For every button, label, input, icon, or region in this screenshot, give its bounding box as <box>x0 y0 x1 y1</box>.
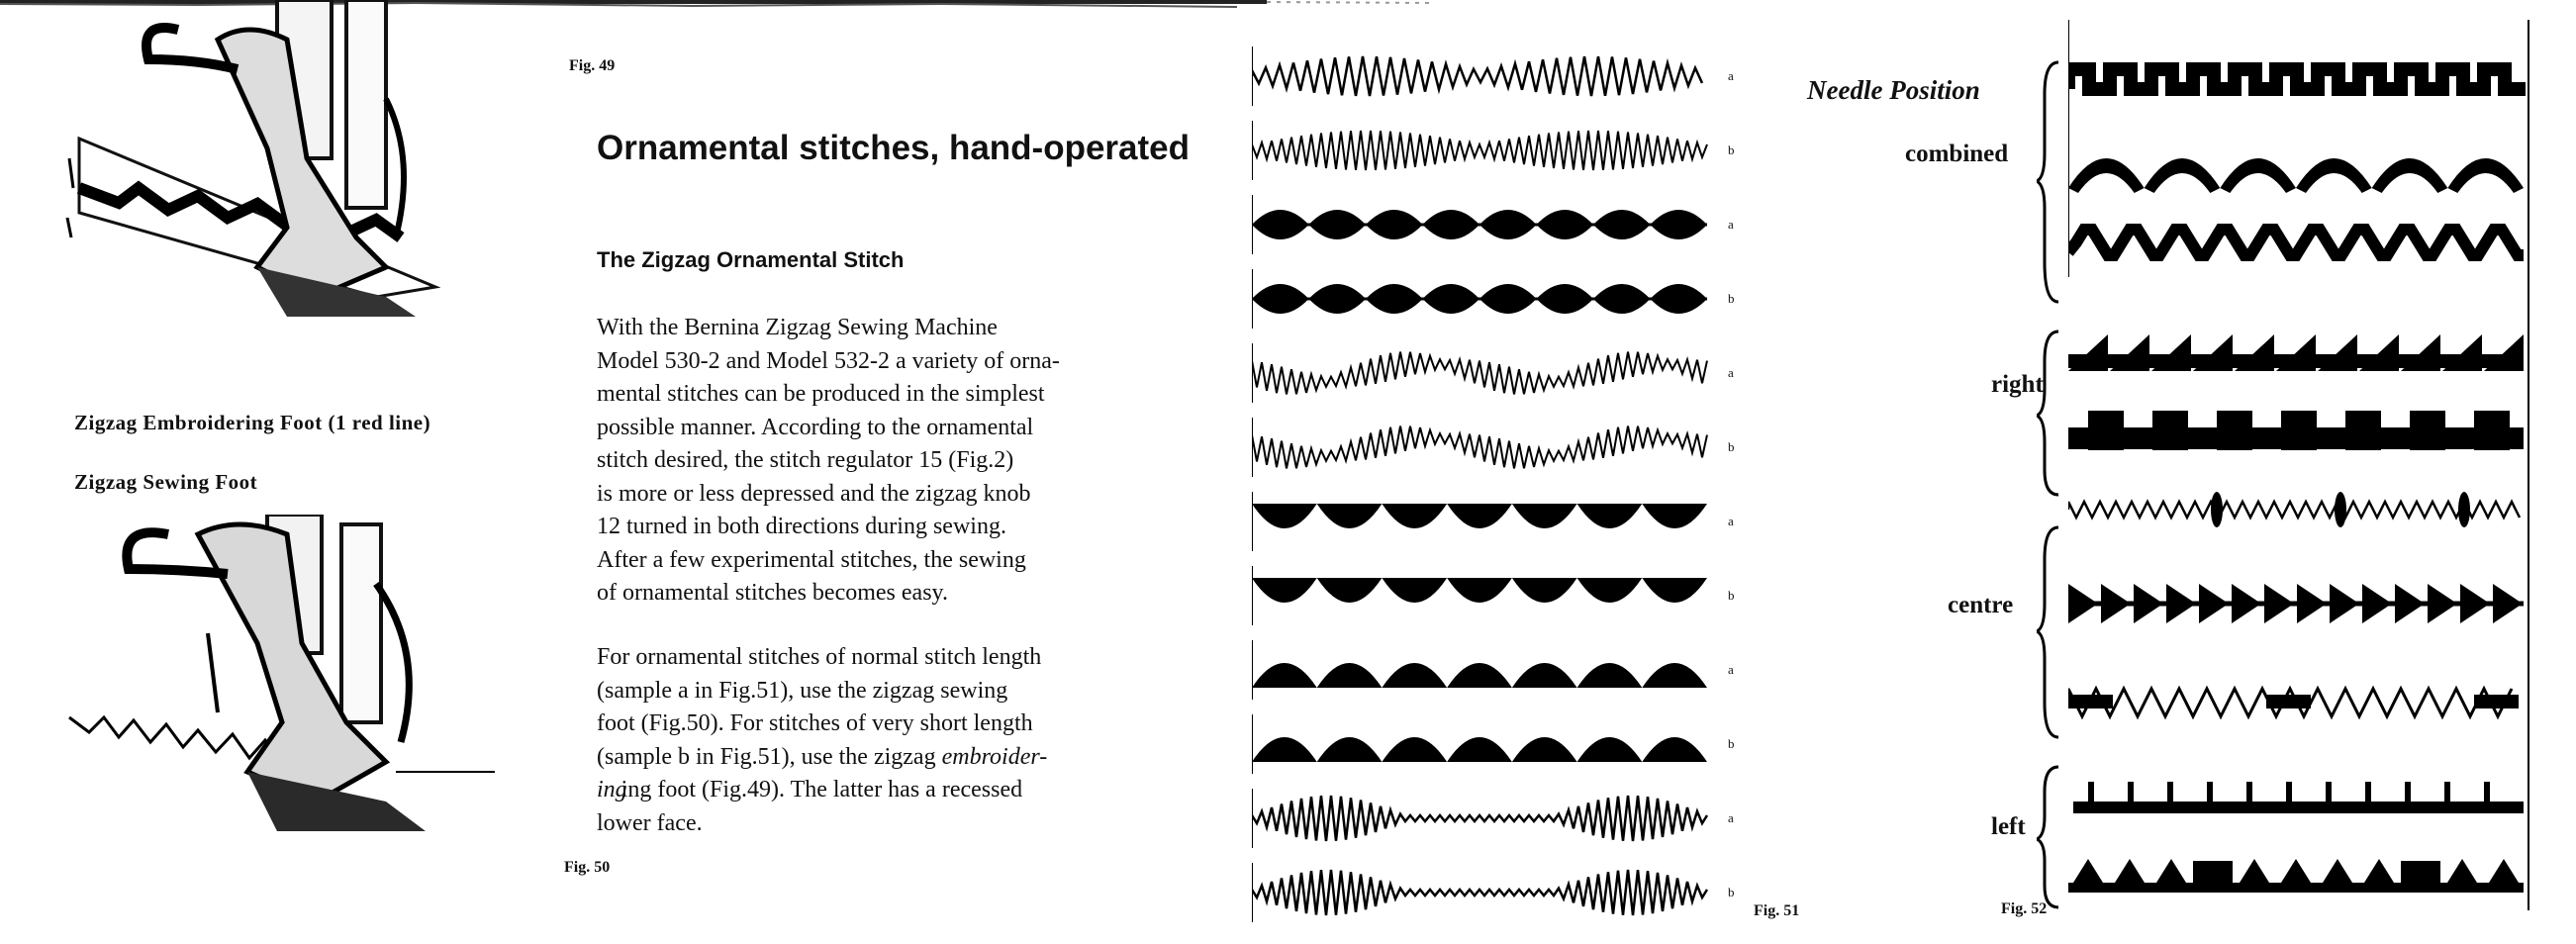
fig49-label: Fig. 49 <box>569 57 616 74</box>
para2-line-mixed <box>597 741 1193 775</box>
stitch-row-5 <box>1252 426 1707 469</box>
stitch-row-8 <box>1252 663 1707 688</box>
row-letter: a <box>1728 68 1734 83</box>
caption-embroidering-foot: Zigzag Embroidering Foot (1 red line) <box>74 411 431 434</box>
needle-row-left-1 <box>2073 802 2524 813</box>
para2-line-text: ing foot (Fig.49). The latter has a recessed <box>620 777 1023 802</box>
row-letter: a <box>1728 365 1734 380</box>
italic-word: embroider- <box>941 743 1048 770</box>
stitch-row-11 <box>1252 870 1707 915</box>
row-letter: b <box>1728 439 1735 454</box>
row-letter: b <box>1728 588 1735 603</box>
row-letter: b <box>1728 736 1735 751</box>
stitch-row-1 <box>1252 131 1707 170</box>
para1-line: mental stitches can be produced in the simplest <box>597 381 1045 407</box>
para1-line: Model 530-2 and Model 532-2 a variety of orna- <box>597 347 1060 374</box>
para1-line: of ornamental stitches becomes easy. <box>597 580 948 606</box>
needle-row-combined-1 <box>2068 69 2526 89</box>
para2-line: foot (Fig.50). For stitches of very short length <box>597 710 1033 736</box>
italic-word: ing <box>597 777 627 802</box>
needle-row-combined-3 <box>2068 230 2524 255</box>
para1-line: is more or less depressed and the zigzag knob <box>597 480 1031 507</box>
row-letter: b <box>1728 291 1735 306</box>
fig51-label: Fig. 51 <box>1754 902 1800 919</box>
group-braces <box>2037 54 2066 915</box>
para2-line: (sample a in Fig.51), use the zigzag sewing <box>597 677 1008 704</box>
position-label-combined: combined <box>1905 141 2009 167</box>
stitch-row-4 <box>1252 352 1707 395</box>
para1-line: stitch desired, the stitch regulator 15 (Fig.2) <box>597 447 1014 473</box>
page-title: Ornamental stitches, hand-operated <box>597 129 1191 167</box>
para2-line-text: (sample b in Fig.51), use the zigzag <box>597 743 942 770</box>
caption-sewing-foot: Zigzag Sewing Foot <box>74 470 258 494</box>
stitch-row-10 <box>1252 796 1707 841</box>
row-letter: b <box>1728 142 1735 157</box>
para1-line: 12 turned in both directions during sewing. <box>597 514 1006 539</box>
para1-line: With the Bernina Zigzag Sewing Machine <box>597 315 998 340</box>
fig51-row-letters <box>1728 25 1748 935</box>
row-letter: a <box>1728 217 1734 232</box>
row-letter: a <box>1728 662 1734 677</box>
para2-line: lower face. <box>597 809 703 836</box>
para1-line: After a few experimental stitches, the sewing <box>597 546 1026 573</box>
stitch-row-6 <box>1252 504 1707 528</box>
fig52-label: Fig. 52 <box>2001 900 2048 917</box>
fig52-stitch-drawing <box>2068 20 2533 910</box>
position-label-right: right <box>1991 371 2044 398</box>
row-letter: a <box>1728 810 1734 825</box>
paragraph-1 <box>597 312 1193 611</box>
position-label-left: left <box>1991 813 2026 840</box>
fig51-stitch-samples <box>1252 25 1717 935</box>
needle-row-centre-1 <box>2068 502 2520 518</box>
sewing-foot-illustration <box>59 515 525 851</box>
position-label-centre: centre <box>1948 592 2014 618</box>
needle-position-title: Needle Position <box>1807 75 1980 105</box>
stitch-row-0 <box>1252 56 1702 96</box>
fig52-needle-samples <box>2068 20 2533 910</box>
fig50-label: Fig. 50 <box>564 859 611 876</box>
para2-line-mixed <box>597 774 1193 807</box>
stitch-row-7 <box>1252 578 1707 603</box>
stitch-row-9 <box>1252 737 1707 762</box>
row-letter: a <box>1728 514 1734 528</box>
fig51-stitch-drawing <box>1252 25 1717 935</box>
paragraph-2 <box>597 641 1193 840</box>
needle-row-combined-2 <box>2068 158 2524 193</box>
section-subtitle: The Zigzag Ornamental Stitch <box>597 247 905 272</box>
row-letter: b <box>1728 885 1735 899</box>
para1-line: possible manner. According to the ornamental <box>597 414 1034 440</box>
para2-line: For ornamental stitches of normal stitch length <box>597 644 1042 670</box>
embroidering-foot-illustration <box>59 0 525 346</box>
